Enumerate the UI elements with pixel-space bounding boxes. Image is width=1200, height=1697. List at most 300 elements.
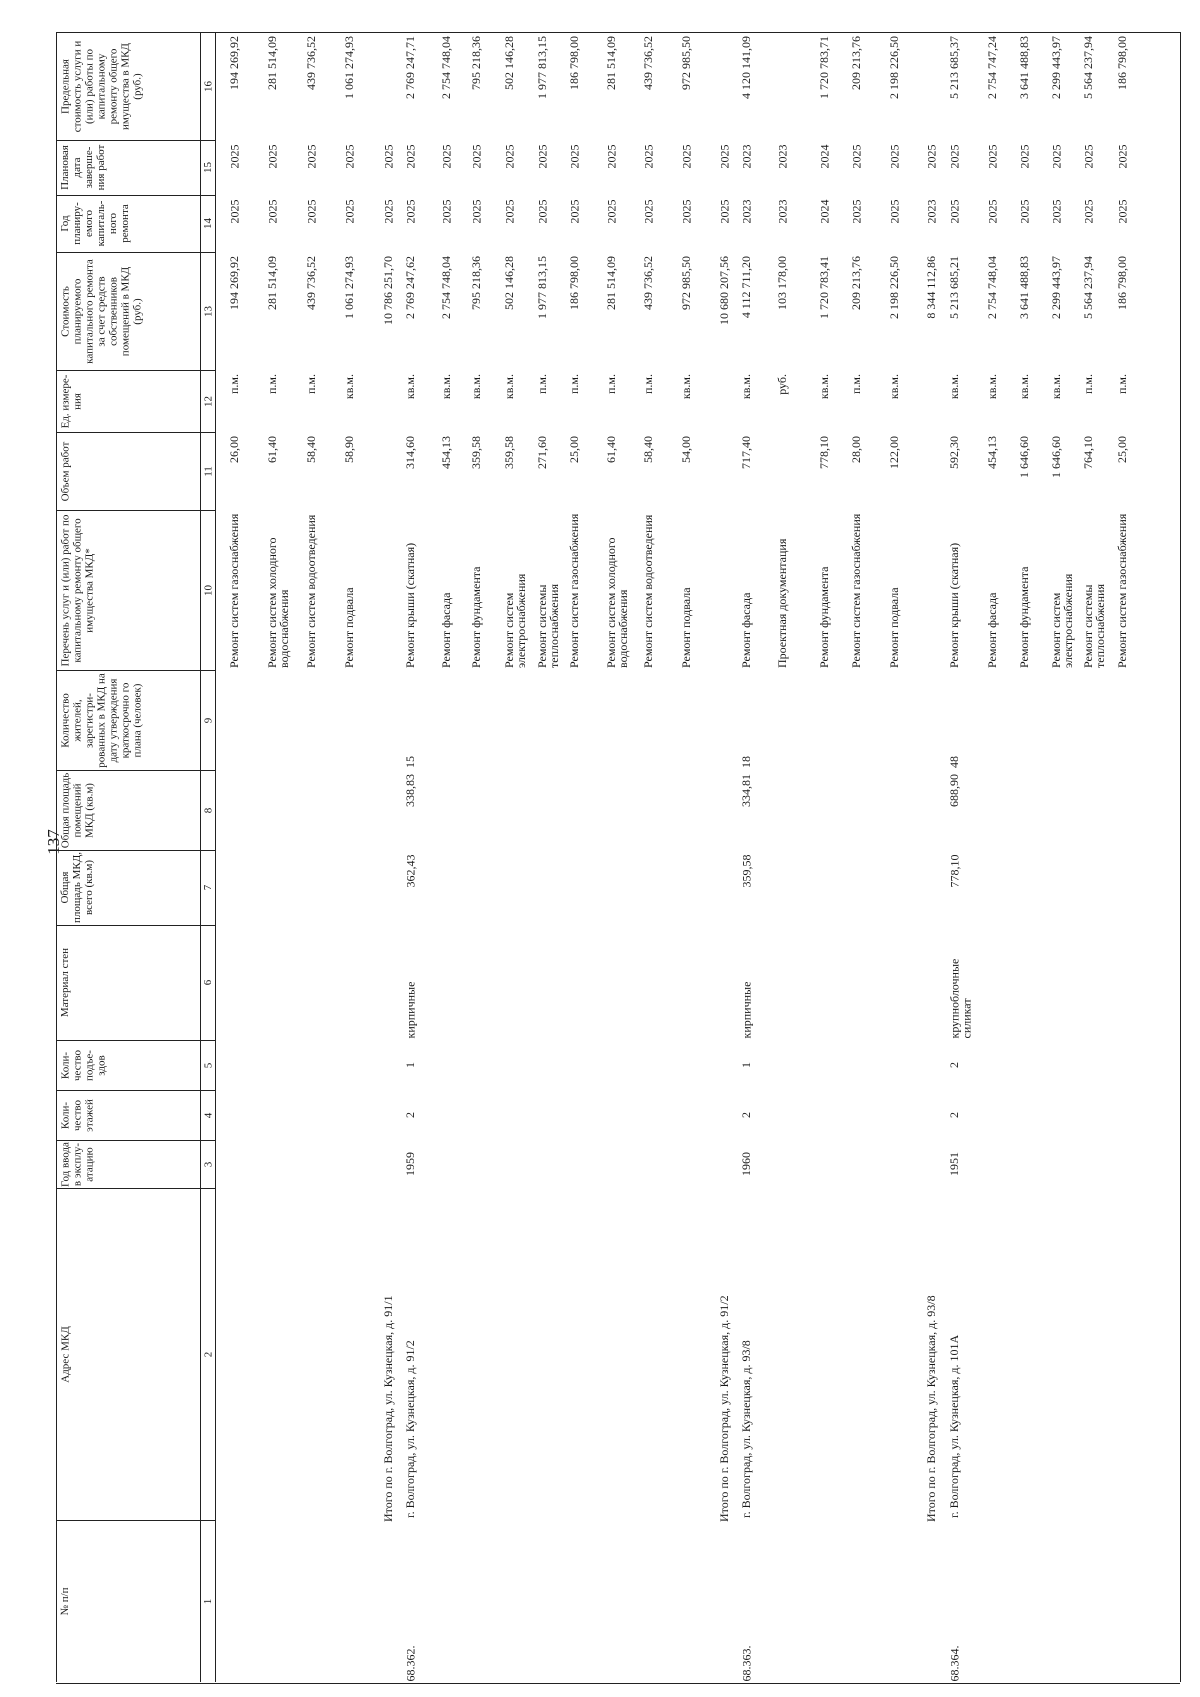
row-area-total <box>740 850 752 925</box>
column-header-15-text: Плановая дата заверше-ния работ <box>59 144 107 191</box>
row-limit-cost <box>1082 32 1094 140</box>
row-work-type <box>470 510 482 670</box>
row-entrances-text: 2 <box>947 1062 961 1068</box>
row-volume <box>568 432 580 510</box>
column-number-13-text: 13 <box>201 305 214 317</box>
row-cost-text: 439 736,52 <box>304 256 318 310</box>
row-limit-cost-text: 439 736,52 <box>304 36 318 90</box>
row-limit-cost-text: 1 720 783,71 <box>817 36 831 99</box>
row-unit <box>642 370 654 432</box>
row-work-type <box>1116 510 1140 670</box>
row-limit-cost <box>642 32 654 140</box>
row-unit <box>536 370 548 432</box>
row-limit-cost <box>228 32 240 140</box>
row-completion-date-text: 2025 <box>567 144 581 168</box>
row-work-type-text: Ремонт фасада <box>439 592 453 668</box>
row-repair-year-text: 2025 <box>887 199 901 223</box>
row-number <box>404 1520 416 1683</box>
row-repair-year <box>440 195 452 252</box>
row-limit-cost-text: 1 977 813,15 <box>535 36 549 99</box>
row-built-year-text: 1951 <box>947 1152 961 1176</box>
row-completion-date-text: 2025 <box>679 144 693 168</box>
row-limit-cost-text: 186 798,00 <box>1115 36 1129 90</box>
row-volume-text: 271,60 <box>535 436 549 469</box>
row-limit-cost-text: 2 769 247,71 <box>403 36 417 99</box>
row-volume-text: 25,00 <box>567 436 581 463</box>
row-cost <box>1018 252 1030 370</box>
row-repair-year-text: 2025 <box>304 199 318 223</box>
row-cost <box>266 252 278 370</box>
column-number-14-text: 14 <box>201 218 214 229</box>
column-number-9-text: 9 <box>201 717 214 723</box>
row-area-rooms <box>740 770 752 850</box>
row-limit-cost-text: 2 299 443,97 <box>1049 36 1063 99</box>
row-cost <box>536 252 548 370</box>
row-completion-date-text: 2025 <box>604 144 618 168</box>
row-wall-material-text: крупноблочные силикат <box>947 958 973 1038</box>
row-work-type-text: Ремонт фасада <box>739 592 753 668</box>
row-completion-date-text: 2025 <box>947 144 961 168</box>
total-date-text: 2025 <box>717 144 731 168</box>
row-completion-date <box>740 140 752 195</box>
column-header-12 <box>57 370 200 432</box>
row-work-type-text: Ремонт фасада <box>985 592 999 668</box>
row-residents <box>948 670 960 770</box>
total-year-text: 2025 <box>717 199 731 223</box>
row-cost <box>948 252 960 370</box>
row-volume <box>740 432 752 510</box>
row-cost <box>986 252 998 370</box>
total-cost-text: 10 786 251,70 <box>381 256 395 325</box>
row-unit-text: кв.м. <box>817 374 831 400</box>
row-volume-text: 61,40 <box>265 436 279 463</box>
column-number-3 <box>200 1140 215 1188</box>
row-completion-date-text: 2025 <box>1115 144 1129 168</box>
row-limit-cost <box>818 32 830 140</box>
row-address <box>740 1188 752 1520</box>
row-cost-text: 281 514,09 <box>604 256 618 310</box>
row-completion-date <box>948 140 960 195</box>
row-work-type-text: Ремонт системы теплоснабжения <box>535 584 561 668</box>
row-unit-text: п.м. <box>604 374 618 395</box>
column-number-13 <box>200 252 215 370</box>
row-unit <box>228 370 240 432</box>
row-residents-text: 48 <box>947 756 961 768</box>
row-cost <box>470 252 482 370</box>
row-address-text: г. Волгоград, ул. Кузнецкая, д. 93/8 <box>739 1340 753 1518</box>
column-number-8 <box>200 770 215 850</box>
row-repair-year-text: 2023 <box>775 199 789 223</box>
row-completion-date-text: 2025 <box>342 144 356 168</box>
row-wall-material-text: кирпичные <box>403 981 417 1038</box>
row-work-type-text: Ремонт подвала <box>679 587 693 668</box>
row-limit-cost <box>948 32 960 140</box>
row-repair-year-text: 2025 <box>604 199 618 223</box>
row-cost-text: 2 769 247,62 <box>403 256 417 319</box>
column-number-4-text: 4 <box>201 1112 214 1118</box>
column-header-8 <box>57 770 200 850</box>
row-number-text: 68.362. <box>403 1645 417 1681</box>
row-volume <box>404 432 416 510</box>
row-repair-year <box>605 195 617 252</box>
row-cost-text: 186 798,00 <box>567 256 581 310</box>
row-cost <box>740 252 752 370</box>
row-limit-cost-text: 795 218,36 <box>469 36 483 90</box>
row-limit-cost <box>305 32 317 140</box>
row-repair-year-text: 2025 <box>849 199 863 223</box>
row-repair-year-text: 2025 <box>1017 199 1031 223</box>
row-limit-cost-text: 5 213 685,37 <box>947 36 961 99</box>
column-header-10-text: Перечень услуг и (или) работ по капитальному ремонту общего имущества МКД* <box>59 514 95 666</box>
row-built-year <box>404 1140 416 1188</box>
row-completion-date-text: 2025 <box>265 144 279 168</box>
row-repair-year <box>680 195 692 252</box>
column-header-6 <box>57 925 200 1040</box>
row-unit-text: кв.м. <box>679 374 693 400</box>
row-completion-date <box>818 140 830 195</box>
row-work-type-text: Ремонт подвала <box>887 587 901 668</box>
row-work-type <box>228 510 252 670</box>
row-unit-text: руб. <box>775 374 789 395</box>
column-number-4 <box>200 1090 215 1140</box>
row-limit-cost <box>404 32 416 140</box>
row-unit-text: п.м. <box>1081 374 1095 395</box>
row-floors-text: 2 <box>403 1112 417 1118</box>
row-unit <box>470 370 482 432</box>
column-header-5 <box>57 1040 200 1090</box>
grid-line-horizontal <box>56 32 1180 33</box>
column-number-15 <box>200 140 215 195</box>
row-unit <box>404 370 416 432</box>
row-completion-date-text: 2025 <box>1017 144 1031 168</box>
row-repair-year-text: 2025 <box>342 199 356 223</box>
row-work-type <box>986 510 998 670</box>
column-header-10 <box>57 510 200 670</box>
row-cost <box>404 252 416 370</box>
column-header-2 <box>57 1188 200 1520</box>
row-volume <box>266 432 278 510</box>
column-header-9-text: Количество жителей, зарегистри-рованных в МКД на дату утверждения краткосрочно го плана (человек) <box>59 672 143 768</box>
row-work-type-text: Ремонт крыши (скатная) <box>403 542 417 668</box>
row-number <box>740 1520 752 1683</box>
row-completion-date <box>1018 140 1030 195</box>
row-repair-year <box>1018 195 1030 252</box>
row-limit-cost <box>503 32 515 140</box>
row-work-type-text: Ремонт системы теплоснабжения <box>1081 584 1107 668</box>
total-date <box>382 140 394 195</box>
row-cost <box>818 252 830 370</box>
row-cost <box>440 252 452 370</box>
row-unit <box>440 370 452 432</box>
row-volume-text: 764,10 <box>1081 436 1095 469</box>
row-limit-cost-text: 209 213,76 <box>849 36 863 90</box>
row-entrances <box>948 1040 960 1090</box>
row-cost <box>305 252 317 370</box>
row-completion-date-text: 2025 <box>849 144 863 168</box>
row-repair-year-text: 2025 <box>679 199 693 223</box>
row-volume-text: 54,00 <box>679 436 693 463</box>
row-work-type <box>680 510 692 670</box>
row-repair-year <box>776 195 788 252</box>
row-entrances-text: 1 <box>403 1062 417 1068</box>
row-number <box>948 1520 960 1683</box>
row-area-total <box>948 850 960 925</box>
row-unit-text: кв.м. <box>947 374 961 400</box>
row-work-type-text: Ремонт подвала <box>342 587 356 668</box>
row-cost-text: 3 641 488,83 <box>1017 256 1031 319</box>
row-built-year-text: 1959 <box>403 1152 417 1176</box>
total-year <box>925 195 937 252</box>
row-limit-cost-text: 2 754 747,24 <box>985 36 999 99</box>
row-volume-text: 58,40 <box>304 436 318 463</box>
row-repair-year-text: 2025 <box>265 199 279 223</box>
column-header-4 <box>57 1090 200 1140</box>
row-volume-text: 58,40 <box>641 436 655 463</box>
row-floors-text: 2 <box>947 1112 961 1118</box>
row-limit-cost <box>470 32 482 140</box>
row-cost <box>605 252 617 370</box>
row-volume <box>1116 432 1128 510</box>
row-address <box>948 1188 960 1520</box>
row-unit-text: п.м. <box>265 374 279 395</box>
row-repair-year <box>228 195 240 252</box>
row-volume <box>536 432 548 510</box>
row-cost <box>776 252 788 370</box>
row-completion-date <box>305 140 317 195</box>
row-completion-date <box>228 140 240 195</box>
row-limit-cost-text: 2 198 226,50 <box>887 36 901 99</box>
row-volume <box>343 432 355 510</box>
column-number-6-text: 6 <box>201 979 214 986</box>
row-repair-year-text: 2025 <box>535 199 549 223</box>
row-unit-text: кв.м. <box>469 374 483 400</box>
row-unit-text: кв.м. <box>439 374 453 400</box>
row-completion-date-text: 2023 <box>775 144 789 168</box>
row-work-type <box>305 510 329 670</box>
row-floors <box>404 1090 416 1140</box>
column-header-8-text: Общая площадь помещений МКД (кв.м) <box>59 772 95 848</box>
row-completion-date <box>503 140 515 195</box>
row-completion-date-text: 2025 <box>502 144 516 168</box>
column-number-15-text: 15 <box>201 162 214 173</box>
row-work-type <box>850 510 874 670</box>
row-completion-date-text: 2025 <box>304 144 318 168</box>
row-cost-text: 2 754 748,04 <box>985 256 999 319</box>
row-limit-cost <box>680 32 692 140</box>
row-repair-year <box>536 195 548 252</box>
row-volume <box>305 432 317 510</box>
row-volume <box>605 432 617 510</box>
column-number-5-text: 5 <box>201 1062 214 1068</box>
row-limit-cost-text: 439 736,52 <box>641 36 655 90</box>
row-limit-cost-text: 502 146,28 <box>502 36 516 90</box>
row-completion-date <box>1050 140 1062 195</box>
total-address <box>925 1184 937 1524</box>
row-cost-text: 5 213 685,21 <box>947 256 961 319</box>
total-cost <box>718 252 730 370</box>
row-completion-date-text: 2025 <box>469 144 483 168</box>
column-header-14-text: Год планиру-емого капиталь-ного ремонта <box>59 200 131 247</box>
row-repair-year-text: 2025 <box>985 199 999 223</box>
column-header-3 <box>57 1140 200 1188</box>
row-repair-year <box>404 195 416 252</box>
row-repair-year <box>503 195 515 252</box>
row-repair-year <box>850 195 862 252</box>
row-volume <box>850 432 862 510</box>
column-number-5 <box>200 1040 215 1090</box>
row-wall-material <box>740 925 752 1040</box>
row-volume-text: 314,60 <box>403 436 417 469</box>
row-volume-text: 717,40 <box>739 436 753 469</box>
row-volume-text: 28,00 <box>849 436 863 463</box>
row-volume <box>503 432 515 510</box>
row-volume <box>818 432 830 510</box>
row-volume <box>888 432 900 510</box>
column-header-5-text: Коли-чество подъе-здов <box>59 1049 107 1081</box>
row-completion-date-text: 2025 <box>439 144 453 168</box>
row-cost <box>642 252 654 370</box>
row-repair-year-text: 2025 <box>439 199 453 223</box>
column-header-1 <box>57 1520 200 1683</box>
row-unit <box>1018 370 1030 432</box>
row-cost <box>1082 252 1094 370</box>
row-area-rooms-text: 688,90 <box>947 774 961 807</box>
total-address-text: Итого по г. Волгоград, ул. Кузнецкая, д. 91/2 <box>717 1295 731 1522</box>
row-completion-date-text: 2025 <box>641 144 655 168</box>
row-limit-cost <box>536 32 548 140</box>
row-completion-date <box>536 140 548 195</box>
row-repair-year <box>642 195 654 252</box>
row-floors <box>740 1090 752 1140</box>
row-limit-cost-text: 281 514,09 <box>604 36 618 90</box>
column-header-13 <box>57 252 200 370</box>
row-unit-text: кв.м. <box>1049 374 1063 400</box>
row-unit-text: п.м. <box>304 374 318 395</box>
row-work-type-text: Ремонт систем газоснабжения <box>849 513 863 668</box>
column-number-16-text: 16 <box>201 80 214 92</box>
column-number-2 <box>200 1188 215 1520</box>
row-address-text: г. Волгоград, ул. Кузнецкая, д. 101А <box>947 1334 961 1518</box>
row-limit-cost <box>1116 32 1128 140</box>
row-cost <box>1116 252 1128 370</box>
row-area-rooms-text: 334,81 <box>739 774 753 807</box>
row-completion-date-text: 2025 <box>887 144 901 168</box>
row-volume <box>680 432 692 510</box>
row-volume <box>986 432 998 510</box>
row-work-type <box>1082 510 1106 670</box>
row-work-type <box>818 510 830 670</box>
row-cost-text: 186 798,00 <box>1115 256 1129 310</box>
column-number-16 <box>200 32 215 140</box>
row-work-type-text: Ремонт фундамента <box>1017 566 1031 668</box>
row-completion-date <box>440 140 452 195</box>
row-unit-text: кв.м. <box>403 374 417 400</box>
total-cost-text: 8 344 112,86 <box>924 256 938 319</box>
total-year-text: 2025 <box>381 199 395 223</box>
total-year-text: 2023 <box>924 199 938 223</box>
row-unit-text: п.м. <box>567 374 581 395</box>
row-limit-cost <box>1050 32 1062 140</box>
row-cost-text: 5 564 237,94 <box>1081 256 1095 319</box>
row-work-type <box>642 510 666 670</box>
row-cost-text: 4 112 711,20 <box>739 256 753 319</box>
row-cost <box>680 252 692 370</box>
row-limit-cost <box>440 32 452 140</box>
row-area-rooms <box>948 770 960 850</box>
row-unit <box>888 370 900 432</box>
row-limit-cost-text: 972 985,50 <box>679 36 693 90</box>
total-date-text: 2025 <box>924 144 938 168</box>
row-unit <box>266 370 278 432</box>
row-wall-material-text: кирпичные <box>739 981 753 1038</box>
row-area-total-text: 359,58 <box>739 854 753 887</box>
row-repair-year-text: 2025 <box>469 199 483 223</box>
row-repair-year <box>266 195 278 252</box>
row-volume-text: 1 646,60 <box>1049 436 1063 478</box>
row-residents-text: 18 <box>739 756 753 768</box>
row-limit-cost-text: 186 798,00 <box>567 36 581 90</box>
row-completion-date-text: 2025 <box>227 144 241 168</box>
row-volume <box>228 432 240 510</box>
row-unit <box>1116 370 1128 432</box>
row-completion-date-text: 2025 <box>1049 144 1063 168</box>
row-cost-text: 103 178,00 <box>775 256 789 310</box>
row-completion-date <box>343 140 355 195</box>
row-area-total-text: 362,43 <box>403 854 417 887</box>
row-completion-date <box>568 140 580 195</box>
row-volume <box>1082 432 1094 510</box>
row-cost-text: 1 977 813,15 <box>535 256 549 319</box>
row-built-year <box>740 1140 752 1188</box>
row-work-type-text: Ремонт систем газоснабжения <box>227 513 241 668</box>
row-volume-text: 359,58 <box>469 436 483 469</box>
row-unit-text: п.м. <box>849 374 863 395</box>
row-unit <box>948 370 960 432</box>
row-unit-text: п.м. <box>535 374 549 395</box>
column-header-11-text: Объем работ <box>59 441 71 501</box>
row-work-type-text: Ремонт фундамента <box>469 566 483 668</box>
row-repair-year-text: 2025 <box>1081 199 1095 223</box>
row-volume <box>440 432 452 510</box>
row-completion-date-text: 2025 <box>1081 144 1095 168</box>
row-limit-cost <box>850 32 862 140</box>
row-unit-text: п.м. <box>1115 374 1129 395</box>
row-volume-text: 1 646,60 <box>1017 436 1031 478</box>
row-completion-date-text: 2025 <box>535 144 549 168</box>
row-entrances <box>740 1040 752 1090</box>
row-repair-year-text: 2025 <box>567 199 581 223</box>
row-limit-cost-text: 2 754 748,04 <box>439 36 453 99</box>
row-cost <box>503 252 515 370</box>
row-cost-text: 2 754 748,04 <box>439 256 453 319</box>
row-completion-date <box>404 140 416 195</box>
row-work-type <box>948 510 960 670</box>
row-unit-text: кв.м. <box>342 374 356 400</box>
row-wall-material <box>948 925 972 1040</box>
total-date <box>925 140 937 195</box>
row-limit-cost-text: 3 641 488,83 <box>1017 36 1031 99</box>
row-work-type-text: Проектная документация <box>775 538 789 668</box>
row-limit-cost-text: 281 514,09 <box>265 36 279 90</box>
row-cost-text: 502 146,28 <box>502 256 516 310</box>
column-number-14 <box>200 195 215 252</box>
row-repair-year-text: 2025 <box>1049 199 1063 223</box>
row-volume-text: 122,00 <box>887 436 901 469</box>
row-limit-cost-text: 1 061 274,93 <box>342 36 356 99</box>
row-repair-year-text: 2025 <box>641 199 655 223</box>
page-number: 137 <box>44 829 63 855</box>
row-work-type <box>343 510 355 670</box>
